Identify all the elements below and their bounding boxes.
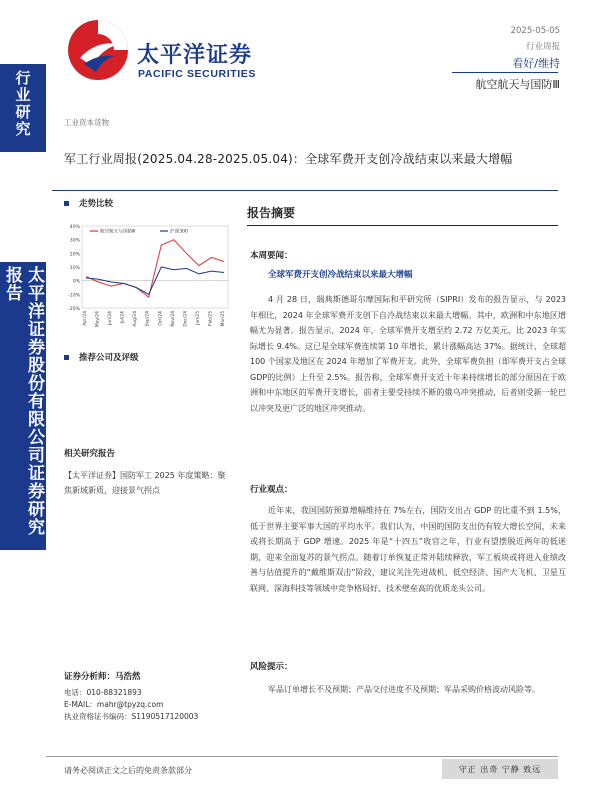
chart-x-ticks [82,311,226,327]
bullet-square-icon [64,355,69,360]
logo-english-name: PACIFIC SECURITIES [138,68,256,80]
report-date: 2025-05-05 [510,26,560,36]
sidebar-band-bottom [0,262,46,550]
x-tick-label: Feb/25 [208,311,214,326]
chart-legend [90,228,188,235]
analyst-name: 证券分析师：马浩然 [64,672,141,682]
x-tick-label: Apr/24 [83,311,88,326]
y-tick-label: 10% [69,266,80,271]
sector-series-line [86,240,224,297]
x-tick-label: Nov/24 [170,311,176,327]
summary-title: 报告摘要 [247,206,296,220]
company-motto: 守正 出奇 宁静 致远 [442,759,558,779]
header-divider [452,72,558,73]
sidebar-band-top [0,64,46,152]
disclaimer-note: 请务必阅读正文之后的免责条款部分 [64,766,192,775]
chart-y-ticks [68,224,81,312]
report-type: 行业周报 [525,42,560,52]
sidebar-bottom-label: 太平洋证券股份有限公司证券研究报告 [2,266,44,536]
legend-label: 航空航天与国防Ⅲ [100,229,136,235]
trend-label: 走势比较 [79,199,114,209]
risk-heading: 风险提示： [250,662,293,672]
legend-label: 沪深300 [170,229,188,235]
trend-chart [60,220,232,340]
x-tick-label: Jan/25 [195,311,201,325]
analyst-email[interactable]: E-MAIL：mahr@tpyzq.com [64,700,164,709]
y-tick-label: -10% [68,293,80,299]
recommendation-section-heading [64,351,139,363]
analyst-certificate: 执业资格证书编码：S1190517120003 [64,712,199,721]
analyst-phone: 电话：010-88321893 [64,688,142,697]
related-reports-heading: 相关研究报告 [64,449,116,459]
logo-chinese-name: 太平洋证券 [137,43,253,68]
weekly-news-body: 4 月 28 日，瑞典斯德哥尔摩国际和平研究所（SIPRI）发布的报告显示，与 2023 年相比，2024 年全球军费开支创下自冷战结束以来最大增幅。其中，欧洲和中东地区增幅尤为显著。报告显示，2024 年，全球军费开支增至约 2.72 万亿美元，比 2023 年实际增长 9.4%。这已是全球军费连续第 10 年增长，累计涨幅高达 37%。据统计，全球超 100 个国家及地区在 2024 年增加了军费开支。此外，全球军费负担（即军费开支占全球GDP的比例）上升至 2.5%。报告称，全球军费开支近十年来持续增长的部分原因在于欧洲和中东地区的军费开支增长，前者主要受持续不断的俄乌冲突推动，后者则受新一轮巴以冲突及更广泛的地区冲突推动。 [250,295,566,413]
bullet-square-icon [64,201,69,206]
x-tick-label: Jul/24 [120,311,126,324]
y-tick-label: 40% [69,225,80,230]
y-tick-label: 0% [72,279,80,285]
x-tick-label: Mar/25 [221,311,226,327]
recommendation-label: 推荐公司及评级 [79,353,139,363]
weekly-news-subheading: 全球军费开支创冷战结束以来最大增幅 [268,270,413,280]
industry-view-body: 近年来，我国国防预算增幅维持在 7%左右，国防支出占 GDP 的比重不到 1.5%，低于世界主要军事大国的平均水平。我们认为，中国的国防支出仍有较大增长空间，未来或将长期高于 GDP 增速。2025 年是“十四五”收官之年，行业有望摆脱近两年的低迷期，迎来全面复苏的景气拐点。随着订单恢复正常并陆续释放，军工板块或将进入业绩改善与估值提升的“戴维斯双击”阶段，建议关注先进战机、低空经济、国产大飞机、卫星互联网、深海科技等领域中竞争格局好、技术壁垒高的优质龙头公司。 [250,506,566,593]
chart-grid [82,226,228,308]
related-report-link[interactable]: 【太平洋证券】国防军工 2025 年度策略：聚焦新域新质，迎接景气拐点 [64,471,226,495]
chart-lines [86,240,224,297]
footer-divider [46,756,558,757]
trend-section-heading [64,197,113,209]
x-tick-label: Sep/24 [145,311,151,327]
risk-body: 军品订单增长不及预期；产品交付进度不及预期；军品采购价格波动风险等。 [268,685,540,694]
summary-divider [247,225,558,226]
x-tick-label: Aug/24 [133,311,139,327]
x-tick-label: May/24 [95,311,101,328]
title-divider [52,190,558,191]
y-tick-label: 30% [69,238,80,244]
page-title: 军工行业周报(2025.04.28-2025.05.04)：全球军费开支创冷战结束以来最大增幅 [64,152,513,166]
x-tick-label: Dec/24 [183,311,189,327]
industry-name: 航空航天与国防Ⅲ [475,78,560,91]
sidebar-top-label: 行业研究 [13,70,32,138]
y-tick-label: -20% [68,307,80,312]
x-tick-label: Jun/24 [108,311,114,325]
plot-frame [82,226,228,308]
y-tick-label: 20% [69,252,80,258]
industry-view-heading: 行业观点： [250,485,293,495]
weekly-news-heading: 本周要闻： [250,251,293,261]
x-tick-label: Oct/24 [158,311,164,326]
document-category: 工业资本货物 [64,118,109,127]
rating-badge: 看好/维持 [512,57,560,70]
